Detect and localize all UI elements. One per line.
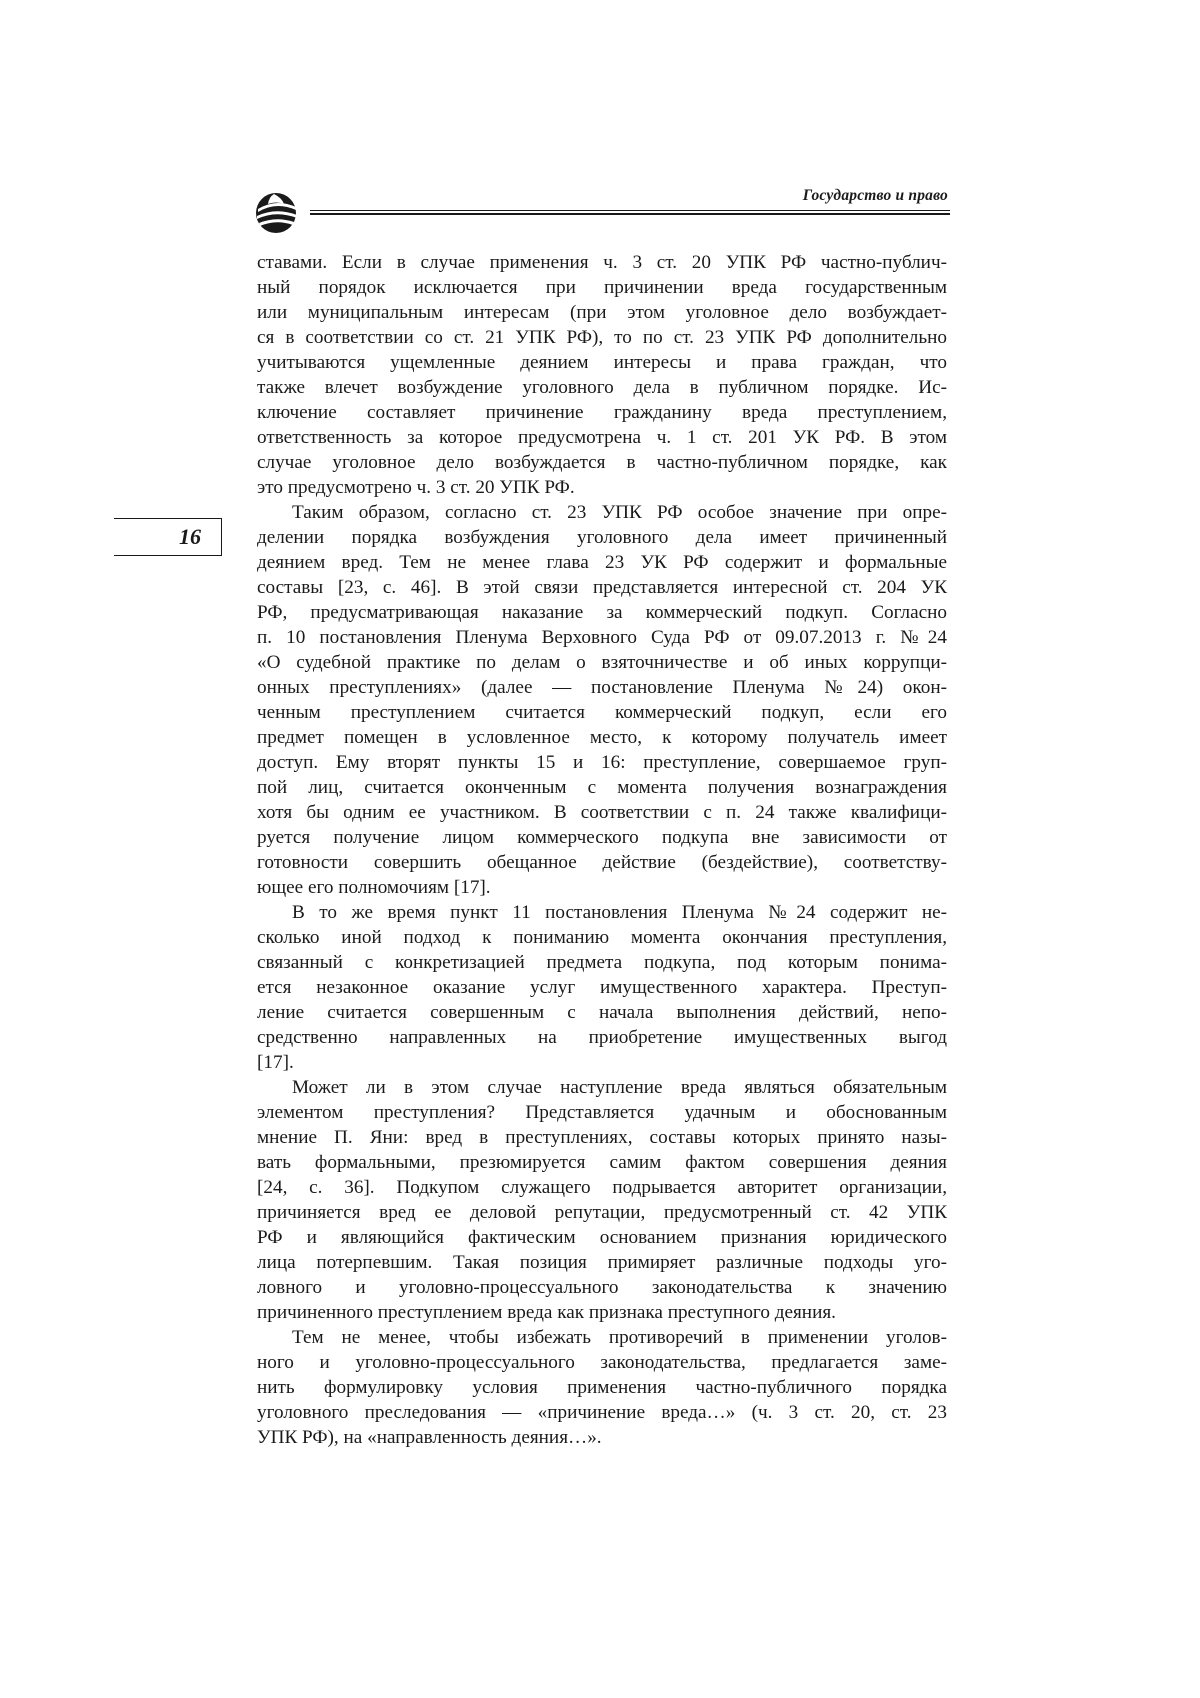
text-line: готовности совершить обещанное действие (бездействие), соответству- <box>257 852 947 873</box>
text-line: пой лиц, считается оконченным с момента получения вознаграждения <box>257 777 947 798</box>
text-line: руется получение лицом коммерческого подкупа вне зависимости от <box>257 827 947 848</box>
paragraph <box>257 900 947 1075</box>
text-line: лица потерпевшим. Такая позиция примиряет различные подходы уго- <box>257 1252 947 1273</box>
text-line: мнение П. Яни: вред в преступлениях, составы которых принято назы- <box>257 1127 947 1148</box>
page-number-box <box>114 518 222 556</box>
text-line: ется незаконное оказание услуг имущественного характера. Преступ- <box>257 977 947 998</box>
text-line: ключение составляет причинение гражданину вреда преступлением, <box>257 402 947 423</box>
text-line: Может ли в этом случае наступление вреда являться обязательным <box>292 1077 947 1098</box>
text-line: нить формулировку условия применения частно-публичного порядка <box>257 1377 947 1398</box>
text-line: предмет помещен в условленное место, к которому получатель имеет <box>257 727 947 748</box>
text-line: ление считается совершенным с начала выполнения действий, непо- <box>257 1002 947 1023</box>
body-text <box>257 250 947 1450</box>
text-line: или муниципальным интересам (при этом уголовное дело возбуждает- <box>257 302 947 323</box>
text-line: средственно направленных на приобретение имущественных выгод <box>257 1027 947 1048</box>
text-line: [24, с. 36]. Подкупом служащего подрывается авторитет организации, <box>257 1177 947 1198</box>
text-line: деянием вред. Тем не менее глава 23 УК РФ содержит и формальные <box>257 552 947 573</box>
text-line: УПК РФ), на «направленность деяния…». <box>257 1427 602 1448</box>
text-line: причиняется вред ее деловой репутации, предусмотренный ст. 42 УПК <box>257 1202 947 1223</box>
text-line: элементом преступления? Представляется удачным и обоснованным <box>257 1102 947 1123</box>
text-line: Таким образом, согласно ст. 23 УПК РФ особое значение при опре- <box>292 502 947 523</box>
text-line: случае уголовное дело возбуждается в частно-публичном порядке, как <box>257 452 947 473</box>
header-rule <box>310 213 950 215</box>
text-line: ловного и уголовно-процессуального законодательства к значению <box>257 1277 947 1298</box>
text-line: ченным преступлением считается коммерческий подкуп, если его <box>257 702 947 723</box>
paragraph <box>257 250 947 500</box>
paragraph <box>257 1075 947 1325</box>
text-line: доступ. Ему вторят пункты 15 и 16: преступление, совершаемое груп- <box>257 752 947 773</box>
text-line: сколько иной подход к пониманию момента окончания преступления, <box>257 927 947 948</box>
text-line: [17]. <box>257 1052 294 1073</box>
text-line: Тем не менее, чтобы избежать противоречий в применении уголов- <box>292 1327 947 1348</box>
text-line: хотя бы одним ее участником. В соответствии с п. 24 также квалифици- <box>257 802 947 823</box>
text-line: ответственность за которое предусмотрена ч. 1 ст. 201 УК РФ. В этом <box>257 427 947 448</box>
text-line: составы [23, с. 46]. В этой связи представляется интересной ст. 204 УК <box>257 577 947 598</box>
text-line: ся в соответствии со ст. 21 УПК РФ), то по ст. 23 УПК РФ дополнительно <box>257 327 947 348</box>
text-line: также влечет возбуждение уголовного дела в публичном порядке. Ис- <box>257 377 947 398</box>
text-line: «О судебной практике по делам о взяточничестве и об иных коррупци- <box>257 652 947 673</box>
text-line: п. 10 постановления Пленума Верховного Суда РФ от 09.07.2013 г. №24 <box>257 627 947 648</box>
text-line: вать формальными, презюмируется самим фактом совершения деяния <box>257 1152 947 1173</box>
running-title: Государство и право <box>802 187 948 204</box>
header-rule <box>310 210 950 211</box>
text-line: онных преступлениях» (далее — постановление Пленума №24) окон- <box>257 677 947 698</box>
text-line: ного и уголовно-процессуального законодательства, предлагается заме- <box>257 1352 947 1373</box>
paragraph <box>257 1325 947 1450</box>
text-line: РФ и являющийся фактическим основанием признания юридического <box>257 1227 947 1248</box>
text-line: связанный с конкретизацией предмета подкупа, под которым понима- <box>257 952 947 973</box>
text-line: причиненного преступлением вреда как признака преступного деяния. <box>257 1302 836 1323</box>
text-line: ставами. Если в случае применения ч. 3 ст. 20 УПК РФ частно-публич- <box>257 252 947 273</box>
journal-emblem-icon <box>254 190 302 236</box>
text-line: РФ, предусматривающая наказание за коммерческий подкуп. Согласно <box>257 602 947 623</box>
text-line: В то же время пункт 11 постановления Пленума №24 содержит не- <box>292 902 947 923</box>
page-number: 16 <box>179 524 201 549</box>
text-line: уголовного преследования — «причинение вреда…» (ч. 3 ст. 20, ст. 23 <box>257 1402 947 1423</box>
text-line: учитываются ущемленные деянием интересы и права граждан, что <box>257 352 947 373</box>
text-line: ный порядок исключается при причинении вреда государственным <box>257 277 947 298</box>
text-line: делении порядка возбуждения уголовного дела имеет причиненный <box>257 527 947 548</box>
paragraph <box>257 500 947 900</box>
text-line: ющее его полномочиям [17]. <box>257 877 491 898</box>
text-line: это предусмотрено ч. 3 ст. 20 УПК РФ. <box>257 477 575 498</box>
